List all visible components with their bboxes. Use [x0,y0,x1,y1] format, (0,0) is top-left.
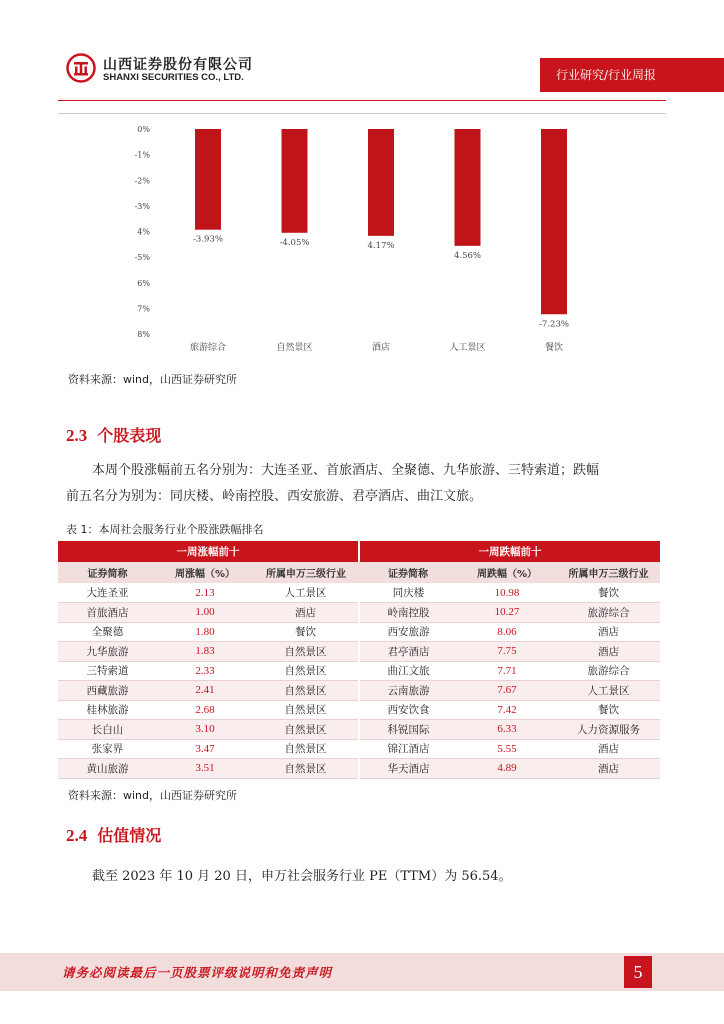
stock-name-cell: 君亭酒店 [359,642,457,662]
industry-cell: 酒店 [253,603,359,623]
stock-name-cell: 科锐国际 [359,720,457,740]
bar-value-label: -7.23% [539,319,569,330]
company-name-en: SHANXI SECURITIES CO., LTD. [103,72,244,83]
section-number: 2.3 [66,426,88,445]
stock-name-cell: 华天酒店 [359,759,457,779]
loss-value-cell: 8.06 [457,622,557,642]
page-header [0,0,724,100]
col-header: 周涨幅（%） [157,562,253,583]
valuation-paragraph: 截至 2023 年 10 月 20 日，申万社会服务行业 PE（TTM）为 56.54。 [92,869,512,884]
header-divider [58,100,666,101]
x-category-label: 自然景区 [276,343,313,353]
stock-name-cell: 黄山旅游 [58,759,157,779]
industry-cell: 自然景区 [253,739,359,759]
loss-value-cell: 10.27 [457,603,557,623]
stock-ranking-table [58,541,660,779]
industry-cell: 自然景区 [253,681,359,701]
page-number: 5 [624,956,652,988]
chart-bar [282,129,308,233]
chart-bar [455,129,481,246]
table-row [58,603,660,623]
stock-name-cell: 全聚德 [58,622,157,642]
industry-cell: 旅游综合 [557,661,660,681]
industry-cell: 餐饮 [253,622,359,642]
table-row [58,681,660,701]
y-tick-label: 6% [137,278,150,288]
section-heading-2-3 [66,423,161,446]
table-row [58,661,660,681]
stock-name-cell: 大连圣亚 [58,583,157,603]
chart-bar [195,129,221,230]
bar-chart-svg [58,114,666,359]
stock-name-cell: 西安饮食 [359,700,457,720]
industry-cell: 餐饮 [557,583,660,603]
gain-value-cell: 3.10 [157,720,253,740]
table-row [58,700,660,720]
gain-value-cell: 2.41 [157,681,253,701]
industry-cell: 自然景区 [253,642,359,662]
paragraph-line-1: 本周个股涨幅前五名分别为：大连圣亚、首旅酒店、全聚德、九华旅游、三特索道；跌幅 [92,463,600,478]
stock-name-cell: 三特索道 [58,661,157,681]
col-header: 所属申万三级行业 [253,562,359,583]
section-heading-2-4 [66,823,161,846]
chart-source-note: 资料来源：wind，山西证券研究所 [68,373,238,386]
loss-value-cell: 10.98 [457,583,557,603]
bar-value-label: 4.17% [367,240,395,251]
loss-value-cell: 7.42 [457,700,557,720]
section-number: 2.4 [66,826,88,845]
section-title: 估值情况 [97,826,162,845]
industry-cell: 自然景区 [253,661,359,681]
y-tick-label: -2% [134,176,150,186]
gain-value-cell: 1.83 [157,642,253,662]
group-header-gainers: 一周涨幅前十 [58,541,359,562]
stock-name-cell: 张家界 [58,739,157,759]
gain-value-cell: 2.68 [157,700,253,720]
gain-value-cell: 2.13 [157,583,253,603]
chart-bar [541,129,567,314]
stock-name-cell: 云南旅游 [359,681,457,701]
stock-name-cell: 岭南控股 [359,603,457,623]
table-row [58,622,660,642]
x-category-label: 旅游综合 [189,343,227,353]
stock-name-cell: 首旅酒店 [58,603,157,623]
loss-value-cell: 7.67 [457,681,557,701]
bar-value-label: -3.93% [193,234,223,245]
col-header: 所属申万三级行业 [557,562,660,583]
gain-value-cell: 1.80 [157,622,253,642]
table-source-note: 资料来源：wind，山西证券研究所 [68,789,238,802]
y-tick-label: 8% [137,330,150,339]
industry-cell: 自然景区 [253,720,359,740]
stock-name-cell: 锦江酒店 [359,739,457,759]
table-column-header [58,562,660,583]
industry-cell: 人工景区 [557,681,660,701]
x-category-label: 餐饮 [544,343,564,353]
loss-value-cell: 6.33 [457,720,557,740]
table-row [58,642,660,662]
industry-cell: 人工景区 [253,583,359,603]
gain-value-cell: 1.00 [157,603,253,623]
table-row [58,720,660,740]
loss-value-cell: 7.71 [457,661,557,681]
y-tick-label: 4% [137,227,150,237]
col-header: 证券简称 [58,562,157,583]
y-tick-label: -5% [134,253,150,263]
industry-cell: 酒店 [557,642,660,662]
industry-cell: 旅游综合 [557,603,660,623]
loss-value-cell: 7.75 [457,642,557,662]
industry-cell: 酒店 [557,622,660,642]
stock-name-cell: 西藏旅游 [58,681,157,701]
stock-name-cell: 九华旅游 [58,642,157,662]
chart-bar [368,129,394,236]
stock-name-cell: 曲江文旅 [359,661,457,681]
y-tick-label: 0% [137,125,150,134]
gain-value-cell: 3.51 [157,759,253,779]
bar-value-label: 4.56% [453,250,482,261]
loss-value-cell: 5.55 [457,739,557,759]
industry-cell: 餐饮 [557,700,660,720]
industry-cell: 人力资源服务 [557,720,660,740]
col-header: 周跌幅（%） [457,562,557,583]
table-row [58,739,660,759]
gain-value-cell: 2.33 [157,661,253,681]
company-name-cn: 山西证券股份有限公司 [103,57,253,73]
x-category-label: 人工景区 [449,343,486,353]
group-header-losers: 一周跌幅前十 [359,541,660,562]
paragraph-line-2: 前五名分为别为：同庆楼、岭南控股、西安旅游、君亭酒店、曲江文旅。 [66,489,483,504]
gain-value-cell: 3.47 [157,739,253,759]
y-tick-label: -3% [134,201,150,211]
industry-cell: 自然景区 [253,700,359,720]
footer-disclaimer: 请务必阅读最后一页股票评级说明和免责声明 [62,965,333,980]
col-header: 证券简称 [359,562,457,583]
bar-value-label: -4.05% [279,237,310,248]
x-category-label: 酒店 [371,343,391,353]
y-tick-label: 7% [137,304,150,314]
stock-name-cell: 长白山 [58,720,157,740]
y-tick-label: -1% [134,150,150,160]
company-logo-icon [66,53,96,83]
industry-cell: 酒店 [557,739,660,759]
industry-cell: 酒店 [557,759,660,779]
loss-value-cell: 4.89 [457,759,557,779]
stock-performance-paragraph [66,458,658,510]
table-group-header [58,541,660,562]
stock-name-cell: 西安旅游 [359,622,457,642]
industry-cell: 自然景区 [253,759,359,779]
stock-name-cell: 桂林旅游 [58,700,157,720]
table-row [58,759,660,779]
report-category: 行业研究/行业周报 [556,68,657,82]
table-caption: 表 1：本周社会服务行业个股涨跌幅排名 [66,523,264,536]
section-title: 个股表现 [97,426,162,445]
industry-change-chart [58,113,666,358]
stock-name-cell: 同庆楼 [359,583,457,603]
table-row [58,583,660,603]
